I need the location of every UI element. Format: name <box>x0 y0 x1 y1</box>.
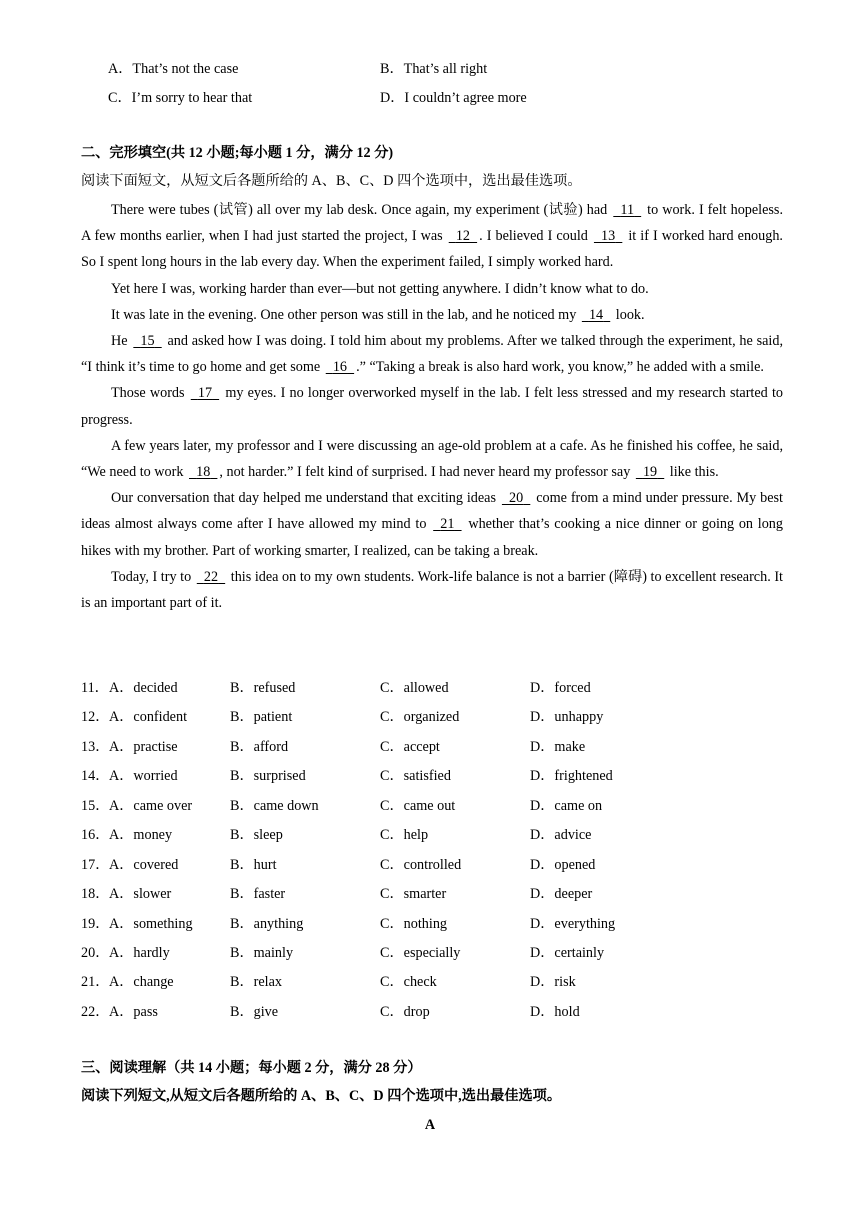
choice-b: B．surprised <box>230 768 306 784</box>
blank-13: 13 <box>601 228 616 245</box>
paragraph: Those words 17 my eyes. I no longer overworked myself in the lab. I felt less stressed and my research started to progress. <box>81 380 783 432</box>
question-row <box>81 884 783 904</box>
choice-a: A．confident <box>109 709 188 725</box>
choice-d: D．came on <box>530 798 603 814</box>
choice-b: B．hurt <box>230 857 277 873</box>
question-number: 17． <box>81 857 110 873</box>
question-number: 14． <box>81 768 110 784</box>
choice-a: A．something <box>109 916 193 932</box>
cloze-passage <box>81 197 783 616</box>
blank-20: 20 <box>509 490 524 507</box>
choice-a: A．worried <box>109 768 178 784</box>
choice-b: B．mainly <box>230 945 294 961</box>
question-number: 11． <box>81 680 109 696</box>
section-title: 二、完形填空(共 12 小题;每小题 1 分，满分 12 分) <box>81 145 394 161</box>
choice-c: C．came out <box>380 798 456 814</box>
blank-11: 11 <box>620 202 635 218</box>
option-c: C．I’m sorry to hear that <box>108 90 253 106</box>
paragraph: A few years later, my professor and I were discussing an age-old problem at a cafe. As he finished his coffee, he said, “We need to work 18 , not harder.” I felt kind of surprised. I had never heard my professor say 19 like this. <box>81 433 783 485</box>
paragraph: Yet here I was, working harder than ever—but not getting anywhere. I didn’t know what to do. <box>111 280 649 297</box>
question-row <box>81 825 783 845</box>
blank-21: 21 <box>440 516 455 533</box>
question-row <box>81 766 783 786</box>
choice-d: D．make <box>530 739 586 755</box>
choice-a: A．decided <box>109 680 178 696</box>
answer-options-row <box>108 59 808 79</box>
choice-c: C．controlled <box>380 857 462 873</box>
blank-12: 12 <box>455 228 470 245</box>
answer-options-row <box>108 88 808 108</box>
choice-a: A．covered <box>109 857 179 873</box>
option-d: D．I couldn’t agree more <box>380 90 527 106</box>
paragraph: There were tubes (试管) all over my lab desk. Once again, my experiment (试验) had 11 to work. I felt hopeless. A few months earlier, when I had just started the project, I was 12 . I believed I could 13 it if I worked hard enough. So I spent long hours in the lab every day. When the experiment failed, I simply worked hard. <box>81 197 783 276</box>
question-row <box>81 796 783 816</box>
choice-d: D．risk <box>530 974 576 990</box>
choice-b: B．sleep <box>230 827 283 843</box>
choice-c: C．drop <box>380 1004 430 1020</box>
choice-a: A．came over <box>109 798 193 814</box>
blank-15: 15 <box>140 333 155 350</box>
question-row <box>81 678 783 698</box>
choice-a: A．pass <box>109 1004 158 1020</box>
blank-18: 18 <box>196 464 211 481</box>
paragraph: It was late in the evening. One other person was still in the lab, and he noticed my 14 look. <box>81 302 783 328</box>
choice-c: C．check <box>380 974 437 990</box>
choice-b: B．came down <box>230 798 319 814</box>
question-row <box>81 737 783 757</box>
choice-d: D．everything <box>530 916 616 932</box>
choice-b: B．give <box>230 1004 279 1020</box>
choice-d: D．opened <box>530 857 596 873</box>
question-row <box>81 943 783 963</box>
question-row <box>81 855 783 875</box>
paragraph: Today, I try to 22 this idea on to my own students. Work-life balance is not a barrier (障碍) to excellent research. It is an important part of it. <box>81 564 783 616</box>
blank-19: 19 <box>642 464 658 481</box>
choice-a: A．change <box>109 974 174 990</box>
question-number: 20． <box>81 945 110 961</box>
choice-a: A．slower <box>109 886 172 902</box>
question-row <box>81 1002 783 1022</box>
choice-b: B．relax <box>230 974 283 990</box>
choice-c: C．accept <box>380 739 440 755</box>
choice-c: C．allowed <box>380 680 449 696</box>
choice-b: B．faster <box>230 886 286 902</box>
question-number: 21． <box>81 974 110 990</box>
paragraph: Our conversation that day helped me understand that exciting ideas 20 come from a mind under pressure. My best ideas almost always come after I have allowed my mind to 21 whether that’s cooking a nice dinner or going on long hikes with my brother. Part of working smarter, I realized, can be taking a break. <box>81 485 783 564</box>
choice-c: C．organized <box>380 709 460 725</box>
choice-b: B．anything <box>230 916 304 932</box>
choice-b: B．refused <box>230 680 296 696</box>
choice-c: C．help <box>380 827 429 843</box>
question-number: 16． <box>81 827 110 843</box>
choice-b: B．afford <box>230 739 289 755</box>
choice-d: D．forced <box>530 680 591 696</box>
option-a: A．That’s not the case <box>108 61 239 77</box>
blank-16: 16 <box>332 359 348 376</box>
passage-label: A <box>424 1117 436 1133</box>
blank-14: 14 <box>588 306 604 323</box>
paragraph: He 15 and asked how I was doing. I told him about my problems. After we talked through the experiment, he said, “I think it’s time to go home and get some 16 .” “Taking a break is also hard work, you know,” he added with a smile. <box>81 328 783 380</box>
choice-d: D．unhappy <box>530 709 604 725</box>
choice-a: A．hardly <box>109 945 170 961</box>
choice-c: C．nothing <box>380 916 448 932</box>
option-b: B．That’s all right <box>380 61 488 77</box>
question-number: 15． <box>81 798 110 814</box>
section-instruction: 阅读下列短文,从短文后各题所给的 A、B、C、D 四个选项中,选出最佳选项。 <box>81 1088 562 1104</box>
choice-a: A．money <box>109 827 173 843</box>
choice-a: A．practise <box>109 739 178 755</box>
section-title: 三、阅读理解（共 14 小题；每小题 2 分，满分 28 分） <box>81 1060 422 1076</box>
question-number: 18． <box>81 886 110 902</box>
blank-17: 17 <box>197 385 213 402</box>
choice-b: B．patient <box>230 709 293 725</box>
choice-c: C．satisfied <box>380 768 451 784</box>
choice-d: D．frightened <box>530 768 613 784</box>
question-row <box>81 707 783 727</box>
choice-d: D．advice <box>530 827 592 843</box>
question-number: 12． <box>81 709 110 725</box>
question-row <box>81 972 783 992</box>
choice-d: D．deeper <box>530 886 593 902</box>
question-number: 13． <box>81 739 110 755</box>
choice-d: D．hold <box>530 1004 580 1020</box>
question-row <box>81 914 783 934</box>
question-number: 19． <box>81 916 110 932</box>
choice-c: C．smarter <box>380 886 447 902</box>
choice-c: C．especially <box>380 945 461 961</box>
section-instruction: 阅读下面短文，从短文后各题所给的 A、B、C、D 四个选项中，选出最佳选项。 <box>81 173 582 189</box>
choice-d: D．certainly <box>530 945 605 961</box>
question-number: 22． <box>81 1004 110 1020</box>
blank-22: 22 <box>203 568 219 585</box>
